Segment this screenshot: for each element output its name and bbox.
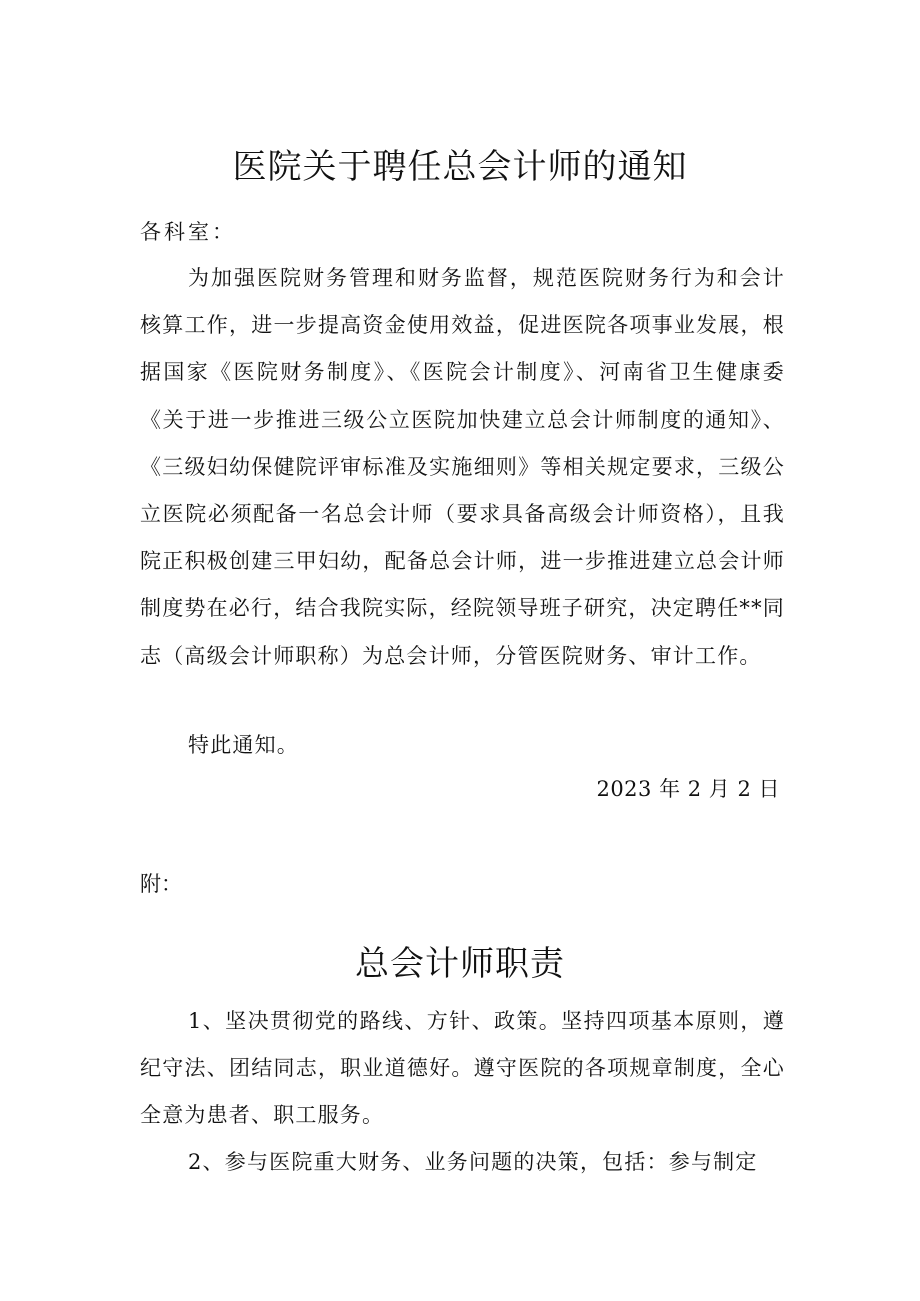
notice-title: 医院关于聘任总会计师的通知	[232, 146, 688, 187]
notice-body-paragraph: 为加强医院财务管理和财务监督，规范医院财务行为和会计核算工作，进一步提高资金使用效益，促进医院各项事业发展，根据国家《医院财务制度》、《医院会计制度》、河南省卫生健康委《关于进一步推进三级公立医院加快建立总会计师制度的通知》、《三级妇幼保健院评审标准及实施细则》等相关规定要求，三级公立医院必须配备一名总会计师（要求具备高级会计师资格），且我院正积极创建三甲妇幼，配备总会计师，进一步推进建立总会计师制度势在必行，结合我院实际，经院领导班子研究，决定聘任**同志（高级会计师职称）为总会计师，分管医院财务、审计工作。	[140, 266, 785, 668]
closing-remark: 特此通知。	[188, 733, 299, 757]
salutation: 各科室：	[140, 220, 236, 244]
attachment-label: 附：	[140, 872, 182, 896]
attachment-title: 总会计师职责	[355, 944, 565, 985]
notice-date: 2023 年 2 月 2 日	[596, 777, 780, 801]
duty-item: 2、参与医院重大财务、业务问题的决策，包括：参与制定	[188, 1150, 758, 1174]
duty-item: 1、坚决贯彻党的路线、方针、政策。坚持四项基本原则，遵纪守法、团结同志，职业道德好。遵守医院的各项规章制度，全心全意为患者、职工服务。	[140, 1009, 785, 1128]
